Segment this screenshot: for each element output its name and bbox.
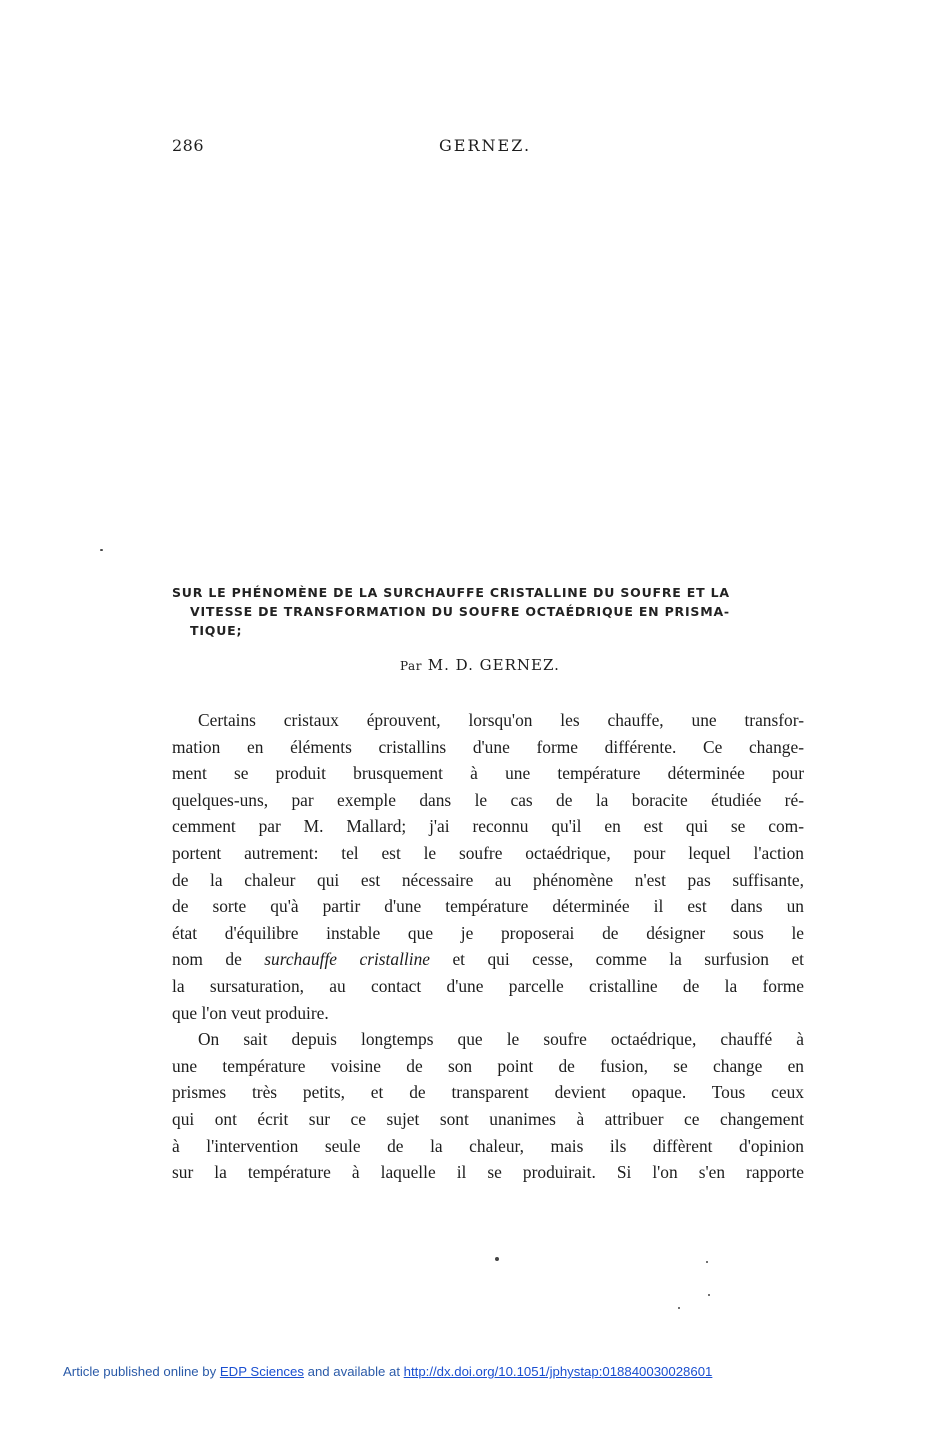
text-segment: nom de [172,949,265,970]
text-line: On sait depuis longtemps que le soufre octaédrique, chauffé à [198,1029,804,1050]
text-line: mation en éléments cristallins d'une forme différente. Ce change- [172,736,804,757]
title-line: TIQUE; [190,623,243,638]
body-text [172,707,804,1186]
text-line: Certains cristaux éprouvent, lorsqu'on les chauffe, une transfor- [198,710,804,730]
page-number: 286 [172,136,205,155]
print-speck [678,1307,680,1309]
text-line: de sorte qu'à partir d'une température déterminée il est dans un [172,896,804,917]
title-line: SUR LE PHÉNOMÈNE DE LA SURCHAUFFE CRISTALLINE DU SOUFRE ET LA [172,585,730,600]
text-line: de la chaleur qui est nécessaire au phénomène n'est pas suffisante, [172,869,804,890]
print-speck [495,1257,499,1261]
text-line: la sursaturation, au contact d'une parcelle cristalline de la forme [172,975,804,996]
text-line: sur la température à laquelle il se produirait. Si l'on s'en rapporte [172,1162,804,1183]
doi-link[interactable]: http://dx.doi.org/10.1051/jphystap:018840030028601 [403,1364,713,1379]
text-line: cemment par M. Mallard; j'ai reconnu qu'il en est qui se com- [172,816,804,837]
text-line: une température voisine de son point de fusion, se change en [172,1055,804,1076]
text-line: état d'équilibre instable que je proposerai de désigner sous le [172,922,804,943]
running-head: GERNEZ. [439,136,532,155]
title-line: VITESSE DE TRANSFORMATION DU SOUFRE OCTAÉDRIQUE EN PRISMA- [190,604,730,619]
text-line [172,946,804,973]
footer-prefix: Article published online by [63,1364,220,1379]
print-speck [706,1261,708,1263]
author-byline [400,656,560,674]
text-line: à l'intervention seule de la chaleur, mais ils diffèrent d'opinion [172,1135,804,1156]
text-line: ment se produit brusquement à une température déterminée pour [172,763,804,784]
italic-term: surchauffe cristalline [264,949,430,970]
footer-middle: and available at [303,1364,404,1379]
text-line: qui ont écrit sur ce sujet sont unanimes à attribuer ce changement [172,1108,804,1129]
author-prefix: Par [400,659,422,673]
text-line: portent autrement: tel est le soufre octaédrique, pour lequel l'action [172,842,804,863]
print-speck [100,549,103,551]
article-title [172,583,804,640]
publisher-link[interactable]: EDP Sciences [219,1364,304,1379]
publication-footer [63,1364,712,1379]
text-line: prismes très petits, et de transparent devient opaque. Tous ceux [172,1082,804,1103]
author-name: M. D. GERNEZ. [427,656,560,674]
print-speck [708,1294,710,1296]
text-line: quelques-uns, par exemple dans le cas de la boracite étudiée ré- [172,789,804,810]
text-segment: et qui cesse, comme la surfusion et [430,949,804,970]
text-line: que l'on veut produire. [172,1002,329,1023]
